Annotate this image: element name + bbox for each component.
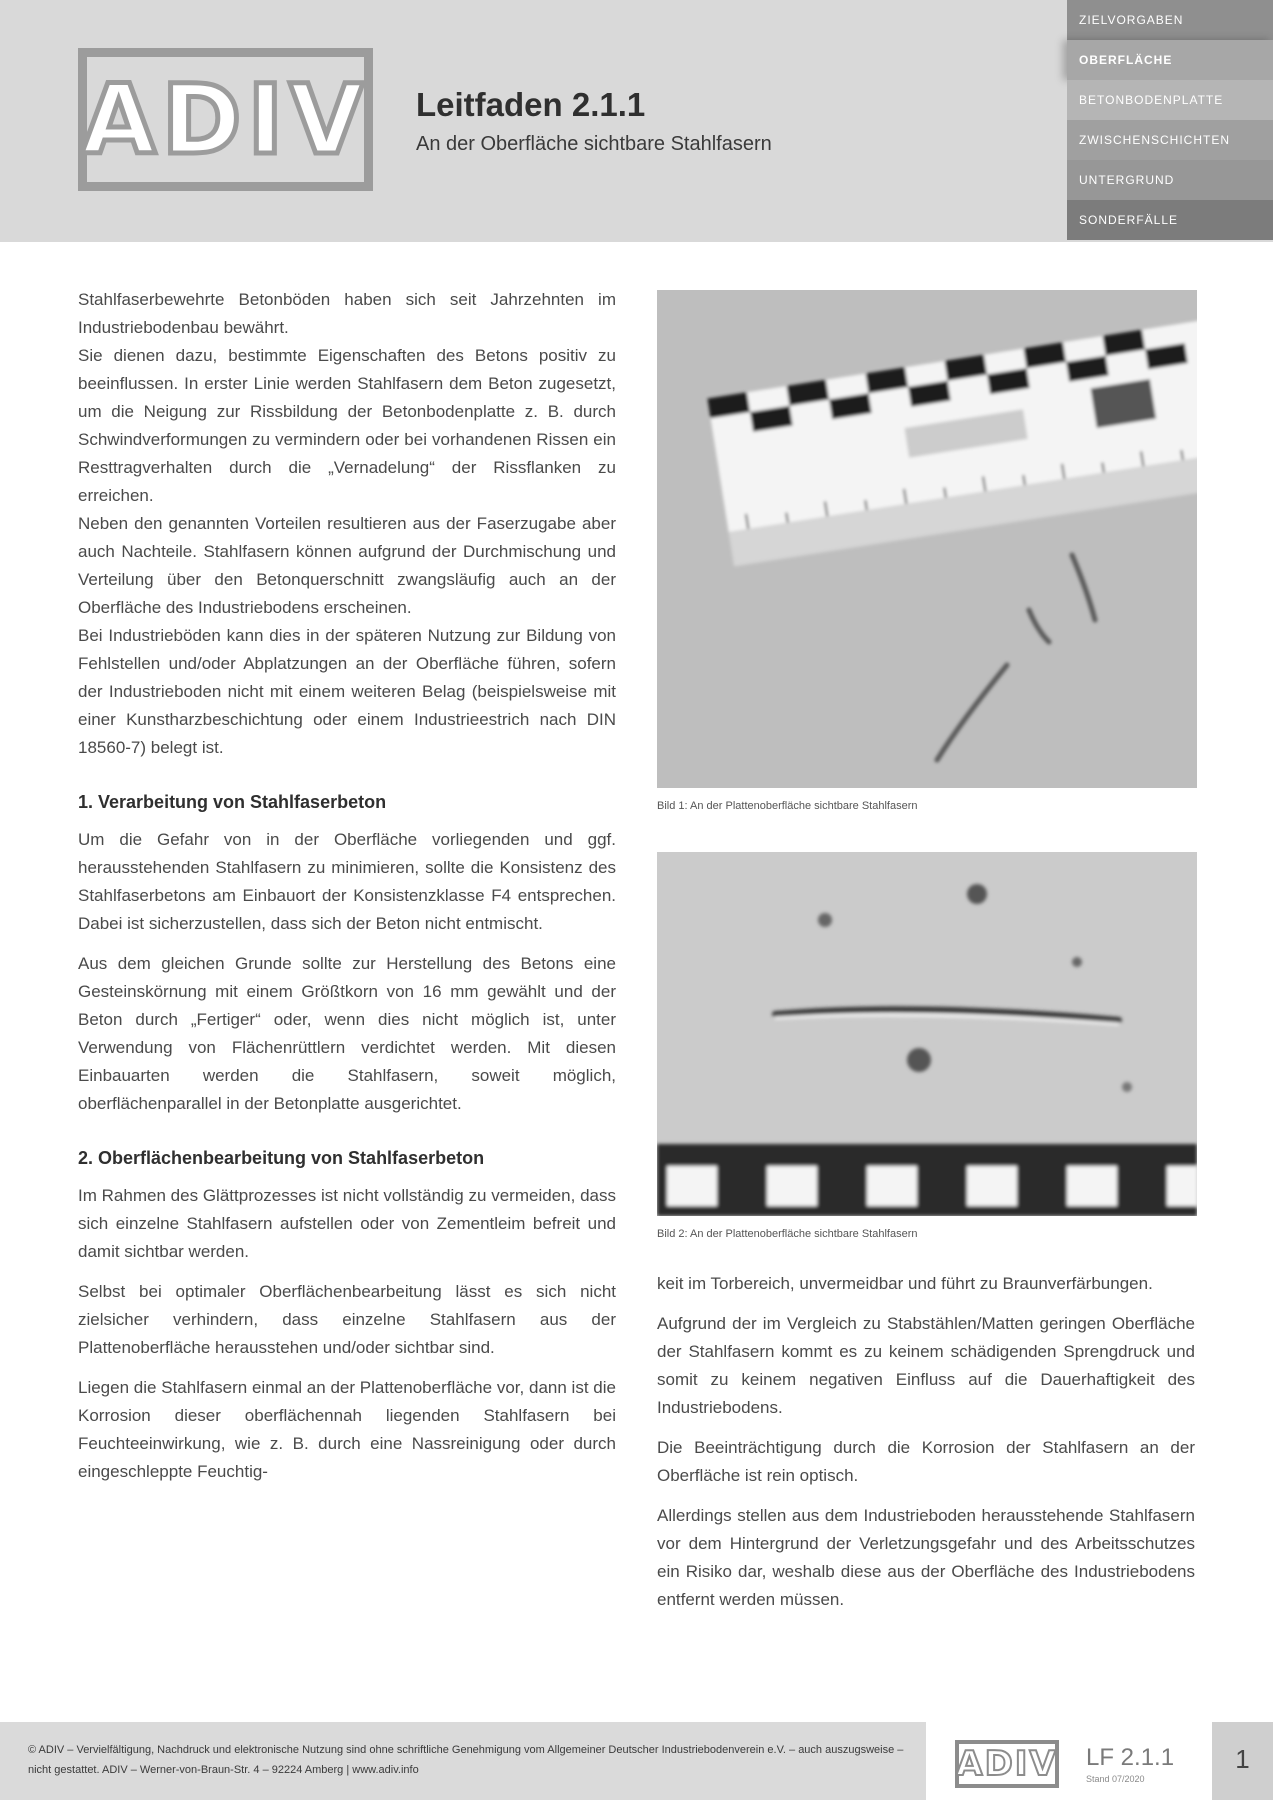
paragraph: Sie dienen dazu, bestimmte Eigenschaften des Betons positiv zu beeinflussen. In erster Linie werden Stahlfasern dem Beton zugesetzt, um die Neigung zur Rissbildung der Betonbodenplatte z. B. durch Schwindverformungen zu vermindern oder bei vorhandenen Rissen ein Resttragverhalten durch die „Vernadelung“ der Rissflanken zu erreichen. [78,346,616,505]
page-number-box [1212,1722,1273,1800]
page-header [0,0,1273,242]
document-subtitle: An der Oberfläche sichtbare Stahlfasern [416,133,772,155]
figure-1-caption: Bild 1: An der Plattenoberfläche sichtbare Stahlfasern [657,800,918,812]
steel-fibers-with-scale-photo [657,290,1197,788]
page-footer [0,1722,1273,1800]
document-title: Leitfaden 2.1.1 [416,86,646,123]
intro-text [78,286,616,762]
paragraph: Im Rahmen des Glättprozesses ist nicht vollständig zu vermeiden, dass sich einzelne Stahlfasern aufstellen oder von Zementleim befreit und damit sichtbar werden. [78,1186,616,1261]
figure-2-caption: Bild 2: An der Plattenoberfläche sichtbare Stahlfasern [657,1228,918,1240]
paragraph: Die Beeinträchtigung durch die Korrosion der Stahlfasern an der Oberfläche ist rein optisch. [657,1438,1195,1485]
paragraph: Bei Industrieböden kann dies in der späteren Nutzung zur Bildung von Fehlstellen und/oder Abplatzungen an der Oberfläche führen, sofern der Industrieboden nicht mit einem weiteren Belag (beispielsweise mit einer Kunstharzbeschichtung oder einem Industrieestrich nach DIN 18560-7) belegt ist. [78,626,616,757]
paragraph: Allerdings stellen aus dem Industrieboden herausstehende Stahlfasern vor dem Hintergrund der Verletzungsgefahr und des Arbeitsschutzes ein Risiko dar, weshalb diese aus der Oberfläche des Industriebodens entfernt werden müssen. [657,1506,1195,1609]
steel-fiber-surface-photo [657,852,1197,1216]
nav-item-zwischenschichten[interactable]: ZWISCHENSCHICHTEN [1067,120,1273,160]
footer-bar [0,1722,926,1800]
copyright-notice: © ADIV – Vervielfältigung, Nachdruck und elektronische Nutzung sind ohne schriftliche Genehmigung vom Allgemeiner Deutscher Industriebodenverein e.V. – auch auszugsweise – nicht gestattet. ADIV – Werner-von-Braun-Str. 4 – 92224 Amberg | www.adiv.info [28,1744,904,1776]
right-column [657,1270,1195,1626]
nav-item-zielvorgaben[interactable]: ZIELVORGABEN [1067,0,1273,40]
paragraph: Liegen die Stahlfasern einmal an der Plattenoberfläche vor, dann ist die Korrosion dieser oberflächennah liegenden Stahlfasern bei Feuchteeinwirkung, wie z. B. durch eine Nassreinigung oder durch eingeschleppte Feuchtig- [78,1378,616,1481]
nav-item-betonbodenplatte[interactable]: BETONBODENPLATTE [1067,80,1273,120]
paragraph: Aus dem gleichen Grunde sollte zur Herstellung des Betons eine Gesteinskörnung mit einem Größtkorn von 16 mm gewählt und der Beton durch „Fertiger“ oder, wenn dies nicht möglich ist, unter Verwendung von Flächenrüttlern verdichtet werden. Mit diesen Einbauarten werden die Stahlfasern, soweit möglich, oberflächenparallel in der Betonplatte ausgerichtet. [78,954,616,1113]
section-heading-1: 1. Verarbeitung von Stahlfaserbeton [78,792,387,812]
document-code: LF 2.1.1 [1086,1744,1175,1771]
section-heading-2: 2. Oberflächenbearbeitung von Stahlfaserbeton [78,1148,485,1168]
paragraph: Neben den genannten Vorteilen resultieren aus der Faserzugabe aber auch Nachteile. Stahlfasern können aufgrund der Durchmischung und Verteilung über den Betonquerschnitt zwangsläufig auch an der Oberfläche des Industriebodens erscheinen. [78,514,616,617]
nav-item-oberflaeche[interactable]: OBERFLÄCHE [1067,40,1273,80]
nav-item-sonderfaelle[interactable]: SONDERFÄLLE [1067,200,1273,240]
paragraph: Um die Gefahr von in der Oberfläche vorliegenden und ggf. herausstehenden Stahlfasern zu minimieren, sollte die Konsistenz des Stahlfaserbetons am Einbauort der Konsistenzklasse F4 entsprechen. Dabei ist sicherzustellen, dass sich der Beton nicht entmischt. [78,830,616,933]
logo-text: ADIV [81,63,370,176]
page-number: 1 [1235,1744,1250,1774]
paragraph: Stahlfaserbewehrte Betonböden haben sich seit Jahrzehnten im Industriebodenbau bewährt. [78,290,616,337]
adiv-logo [78,48,373,191]
paragraph: keit im Torbereich, unvermeidbar und führt zu Braunverfärbungen. [657,1274,1153,1293]
paragraph: Aufgrund der im Vergleich zu Stabstählen/Matten geringen Oberfläche der Stahlfasern kommt es zu keinem schädigenden Sprengdruck und somit zu keinem negativen Einfluss auf die Dauerhaftigkeit des Industriebodens. [657,1314,1195,1417]
figure-1-photo [657,290,1197,788]
paragraph: Selbst bei optimaler Oberflächenbearbeitung lässt es sich nicht zielsicher verhindern, dass einzelne Stahlfasern aus der Plattenoberfläche herausstehen und/oder sichtbar sind. [78,1282,616,1357]
chapter-navigation [1067,0,1273,242]
footer-adiv-logo: ADIV [955,1740,1059,1788]
nav-item-untergrund[interactable]: UNTERGRUND [1067,160,1273,200]
left-column [78,286,616,1498]
document-date: Stand 07/2020 [1086,1774,1145,1784]
figure-2-photo [657,852,1197,1216]
